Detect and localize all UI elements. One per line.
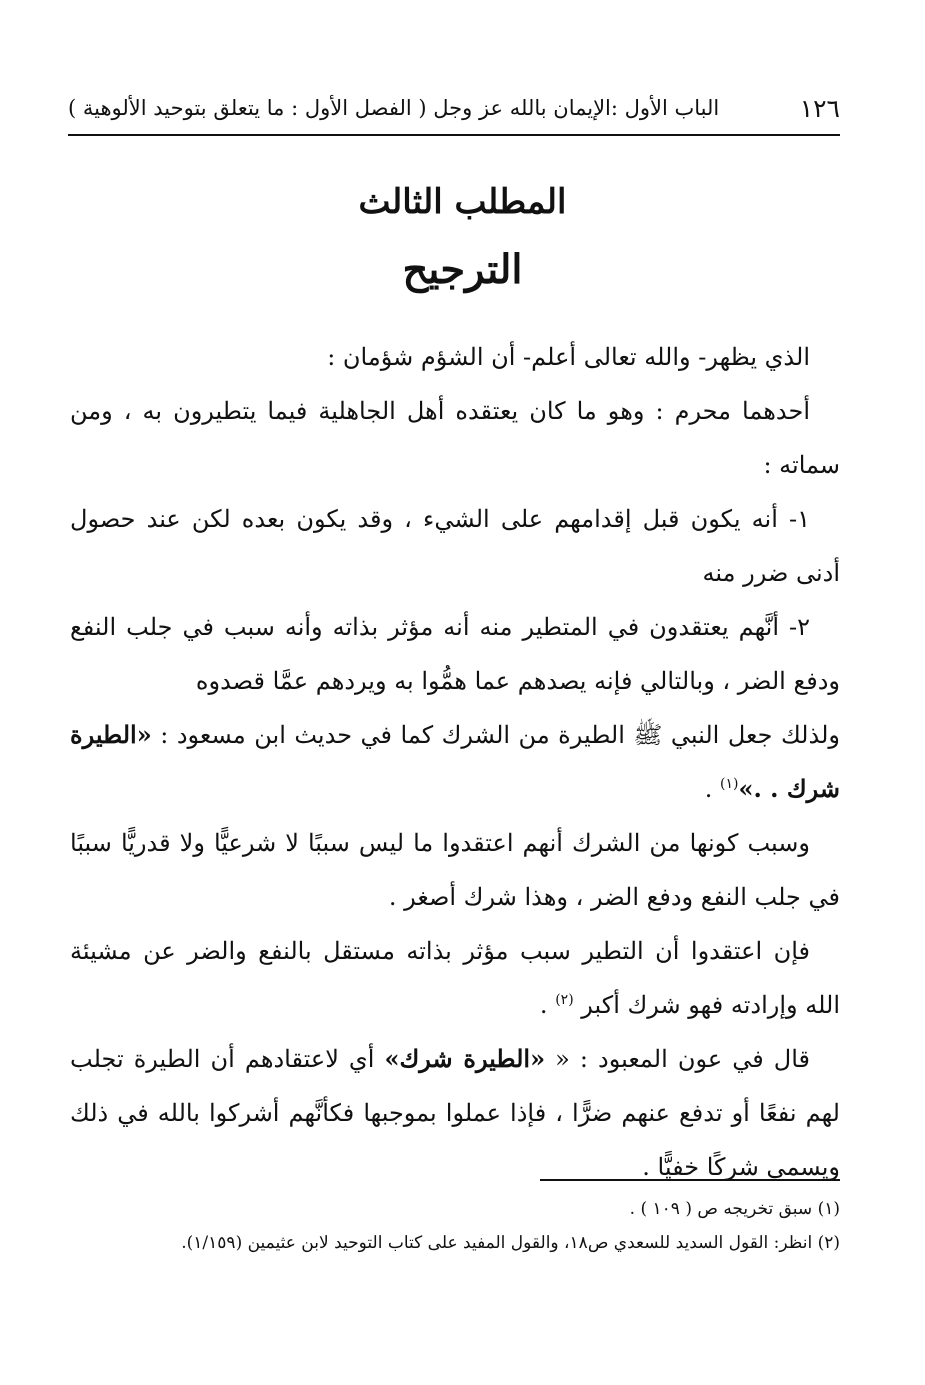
awn-quote: «الطيرة شرك» bbox=[384, 1044, 546, 1073]
major-shirk-text: فإن اعتقدوا أن التطير سبب مؤثر بذاته مستقل بالنفع والضر عن مشيئة الله وإرادته فهو شرك أكبر bbox=[70, 937, 840, 1019]
footnote-ref-2: (٢) bbox=[555, 992, 574, 1008]
footnote-ref-1: (١) bbox=[719, 776, 739, 792]
paragraph-awn-al-mabud bbox=[70, 1032, 840, 1194]
awn-lead: قال في عون المعبود : « bbox=[555, 1045, 810, 1073]
footnotes bbox=[70, 1192, 840, 1260]
footnote-separator bbox=[540, 1179, 840, 1181]
paragraph-minor-shirk: وسبب كونها من الشرك أنهم اعتقدوا ما ليس سببًا لا شرعيًّا ولا قدريًّا سببًا في جلب النفع ودفع الضر ، وهذا شرك أصغر . bbox=[70, 829, 840, 911]
paragraph-point-1: ١- أنه يكون قبل إقدامهم على الشيء ، وقد يكون بعده لكن عند حصول أدنى ضرر منه bbox=[70, 505, 840, 587]
paragraph-point-2: ٢- أنَّهم يعتقدون في المتطير منه أنه مؤثر بذاته وأنه سبب في جلب النفع ودفع الضر ، وبالتالي فإنه يصدهم عما همُّوا به ويردهم عمَّا قصدوه bbox=[70, 613, 840, 695]
awn-rest: أي لاعتقادهم أن الطيرة تجلب لهم نفعًا أو تدفع عنهم ضرًّا ، فإذا عملوا بموجبها فكأنَّهم أشركوا بالله في ذلك ويسمى شركًا خفيًّا . bbox=[70, 1045, 840, 1181]
major-shirk-end: . bbox=[539, 991, 556, 1019]
page-header bbox=[68, 88, 840, 128]
paragraph-hadith bbox=[70, 708, 840, 816]
running-title: الباب الأول :الإيمان بالله عز وجل ( الفصل الأول : ما يتعلق بتوحيد الألوهية ) bbox=[68, 96, 720, 120]
body-text bbox=[70, 330, 840, 1194]
hadith-end: . bbox=[704, 775, 720, 803]
section-title: الترجيح bbox=[402, 246, 523, 293]
footnote-1: (١) سبق تخريجه ص ( ١٠٩ ) . bbox=[629, 1199, 840, 1219]
page-number: ١٢٦ bbox=[799, 93, 840, 123]
footnote-2: (٢) انظر: القول السديد للسعدي ص١٨، والقول المفيد على كتاب التوحيد لابن عثيمين (١/١٥٩). bbox=[181, 1233, 840, 1253]
paragraph-major-shirk bbox=[70, 924, 840, 1032]
paragraph-intro: الذي يظهر- والله تعالى أعلم- أن الشؤم شؤمان : bbox=[327, 343, 810, 371]
header-rule bbox=[68, 134, 840, 136]
section-label: المطلب الثالث bbox=[358, 182, 567, 222]
paragraph-first-type: أحدهما محرم : وهو ما كان يعتقده أهل الجاهلية فيما يتطيرون به ، ومن سماته : bbox=[70, 397, 840, 479]
hadith-quote: «الطيرة شرك . .» bbox=[70, 720, 840, 803]
hadith-lead: ولذلك جعل النبي ﷺ الطيرة من الشرك كما في حديث ابن مسعود : bbox=[160, 721, 840, 749]
